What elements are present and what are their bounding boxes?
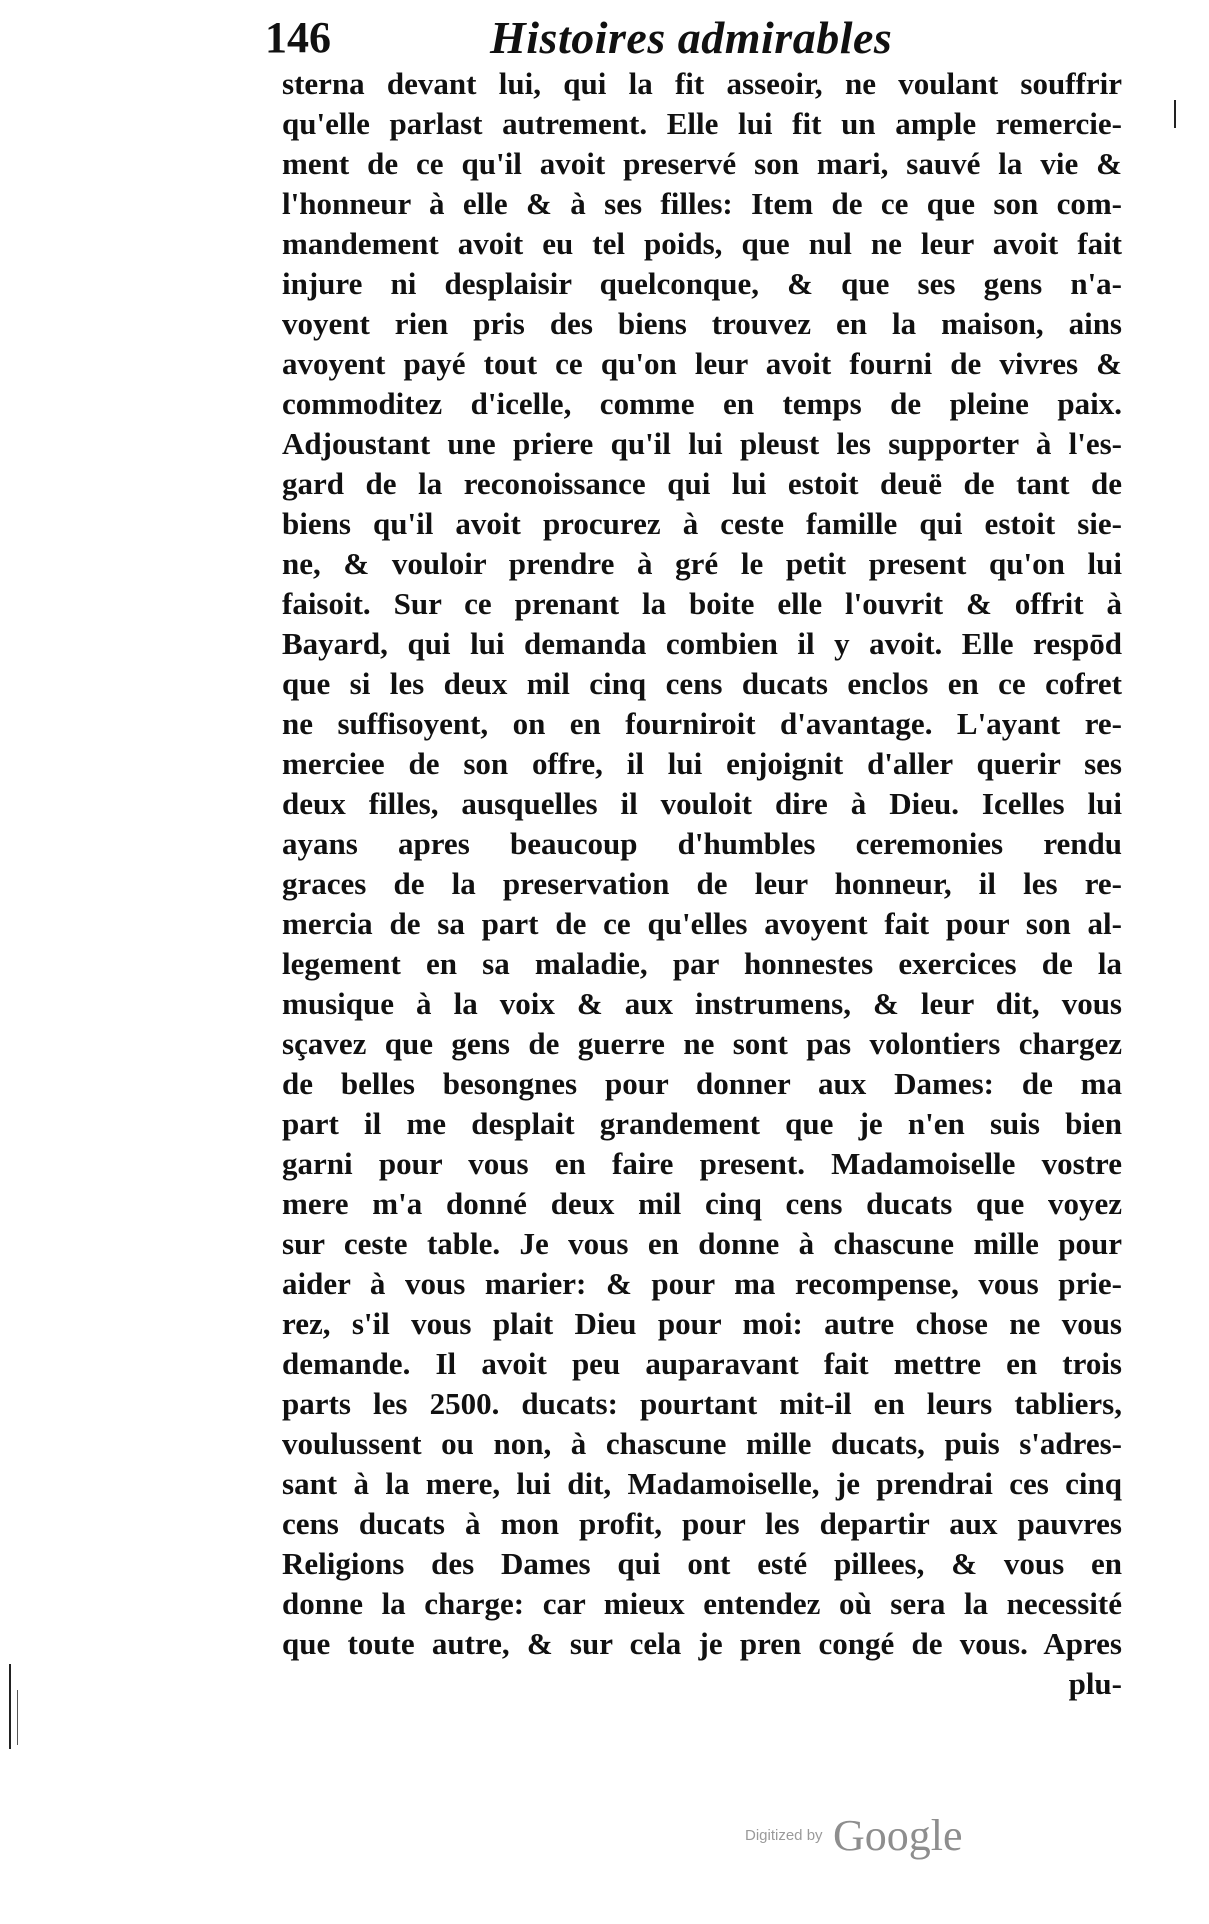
text-line: graces de la preservation de leur honneur, il les re- bbox=[282, 866, 1122, 901]
running-title: Histoires admirables bbox=[490, 12, 893, 63]
text-line: parts les 2500. ducats: pourtant mit-il en leurs tabliers, bbox=[282, 1386, 1122, 1421]
text-line: Bayard, qui lui demanda combien il y avoit. Elle respōd bbox=[282, 626, 1122, 661]
text-line: mere m'a donné deux mil cinq cens ducats que voyez bbox=[282, 1186, 1122, 1221]
digitized-watermark bbox=[745, 1810, 963, 1870]
text-line: gard de la reconoissance qui lui estoit deuë de tant de bbox=[282, 466, 1122, 501]
text-line: mandement avoit eu tel poids, que nul ne leur avoit fait bbox=[282, 226, 1122, 261]
text-line: ne, & vouloir prendre à gré le petit present qu'on lui bbox=[282, 546, 1122, 581]
page-number: 146 bbox=[265, 13, 331, 62]
text-line: musique à la voix & aux instrumens, & leur dit, vous bbox=[282, 986, 1122, 1021]
text-line: merciee de son offre, il lui enjoignit d'aller querir ses bbox=[282, 746, 1122, 781]
text-line: aider à vous marier: & pour ma recompense, vous prie- bbox=[282, 1266, 1122, 1301]
watermark-prefix: Digitized by bbox=[745, 1827, 823, 1844]
text-line: sçavez que gens de guerre ne sont pas volontiers chargez bbox=[282, 1026, 1122, 1061]
text-line: biens qu'il avoit procurez à ceste famille qui estoit sie- bbox=[282, 506, 1122, 541]
text-line: sterna devant lui, qui la fit asseoir, ne voulant souffrir bbox=[282, 66, 1122, 101]
text-line: cens ducats à mon profit, pour les departir aux pauvres bbox=[282, 1506, 1122, 1541]
text-line: part il me desplait grandement que je n'en suis bien bbox=[282, 1106, 1122, 1141]
text-line: donne la charge: car mieux entendez où sera la necessité bbox=[282, 1586, 1122, 1621]
text-line: voyent rien pris des biens trouvez en la maison, ains bbox=[282, 306, 1122, 341]
text-line: que si les deux mil cinq cens ducats enclos en ce cofret bbox=[282, 666, 1122, 701]
margin-scan-mark bbox=[1174, 100, 1176, 128]
google-logo: Google bbox=[833, 1811, 963, 1860]
text-line: de belles besongnes pour donner aux Dames: de ma bbox=[282, 1066, 1122, 1101]
page-header bbox=[265, 8, 1125, 68]
text-line: qu'elle parlast autrement. Elle lui fit un ample remercie- bbox=[282, 106, 1122, 141]
text-line: deux filles, ausquelles il vouloit dire à Dieu. Icelles lui bbox=[282, 786, 1122, 821]
text-line: Religions des Dames qui ont esté pillees, & vous en bbox=[282, 1546, 1122, 1581]
margin-scan-mark bbox=[9, 1664, 11, 1749]
text-line: commoditez d'icelle, comme en temps de pleine paix. bbox=[282, 386, 1122, 421]
text-line: avoyent payé tout ce qu'on leur avoit fourni de vivres & bbox=[282, 346, 1122, 381]
text-line: Adjoustant une priere qu'il lui pleust les supporter à l'es- bbox=[282, 426, 1122, 461]
body-text bbox=[282, 64, 1122, 1704]
text-line: l'honneur à elle & à ses filles: Item de ce que son com- bbox=[282, 186, 1122, 221]
text-line: injure ni desplaisir quelconque, & que ses gens n'a- bbox=[282, 266, 1122, 301]
text-line: rez, s'il vous plait Dieu pour moi: autre chose ne vous bbox=[282, 1306, 1122, 1341]
text-line: ayans apres beaucoup d'humbles ceremonies rendu bbox=[282, 826, 1122, 861]
text-line: ne suffisoyent, on en fourniroit d'avantage. L'ayant re- bbox=[282, 706, 1122, 741]
text-line: legement en sa maladie, par honnestes exercices de la bbox=[282, 946, 1122, 981]
margin-scan-mark bbox=[17, 1690, 18, 1745]
text-line: ment de ce qu'il avoit preservé son mari, sauvé la vie & bbox=[282, 146, 1122, 181]
text-line: mercia de sa part de ce qu'elles avoyent fait pour son al- bbox=[282, 906, 1122, 941]
text-line: sant à la mere, lui dit, Madamoiselle, je prendrai ces cinq bbox=[282, 1466, 1122, 1501]
text-line: demande. Il avoit peu auparavant fait mettre en trois bbox=[282, 1346, 1122, 1381]
catchword: plu- bbox=[1068, 1666, 1122, 1701]
text-line: voulussent ou non, à chascune mille ducats, puis s'adres- bbox=[282, 1426, 1122, 1461]
text-line: faisoit. Sur ce prenant la boite elle l'ouvrit & offrit à bbox=[282, 586, 1122, 621]
text-line: sur ceste table. Je vous en donne à chascune mille pour bbox=[282, 1226, 1122, 1261]
text-line: garni pour vous en faire present. Madamoiselle vostre bbox=[282, 1146, 1122, 1181]
text-line: que toute autre, & sur cela je pren congé de vous. Apres bbox=[282, 1626, 1122, 1661]
